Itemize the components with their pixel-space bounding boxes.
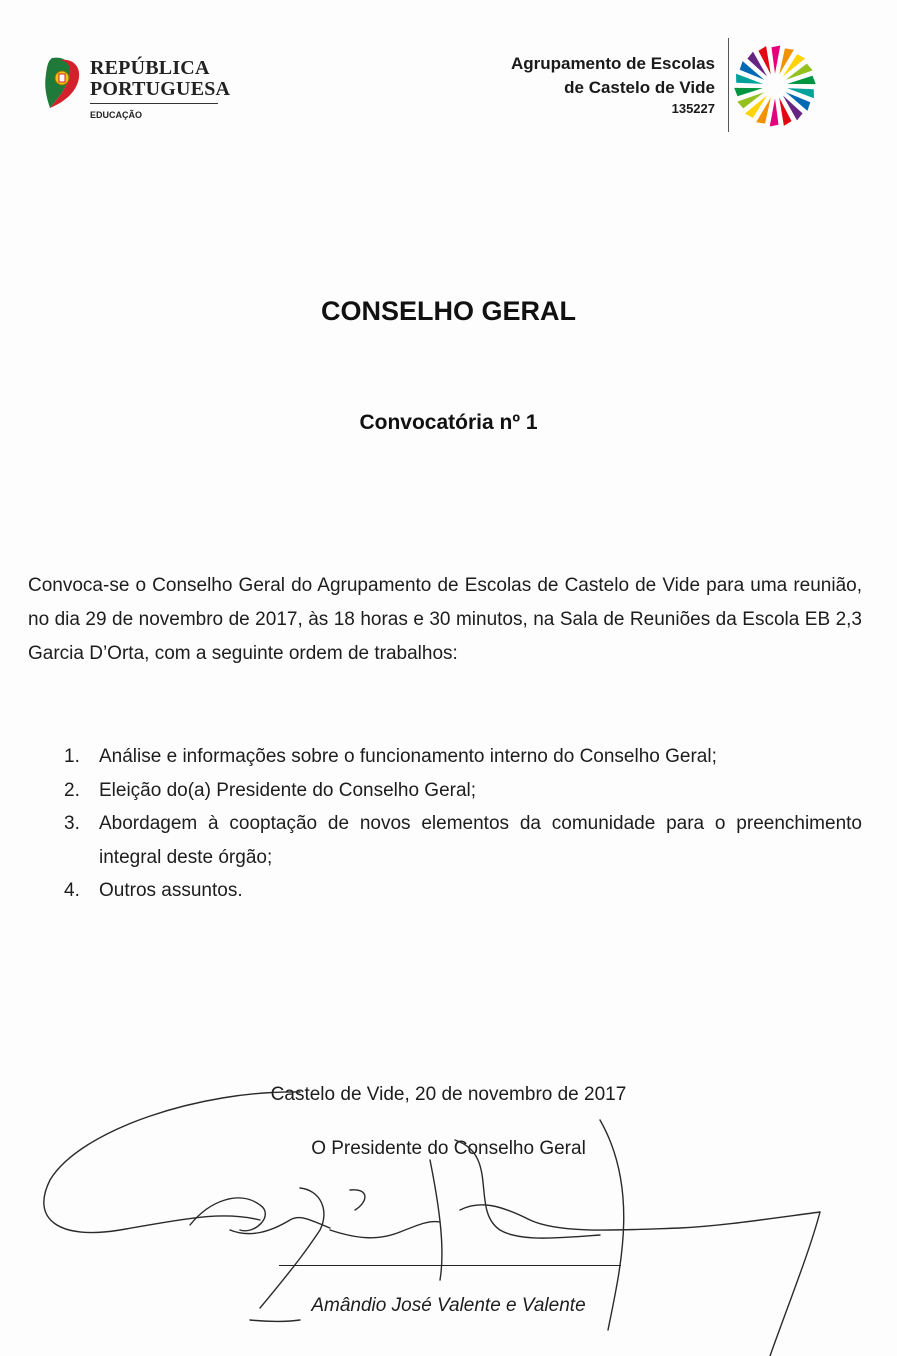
ae-school-code: 135227 <box>671 101 715 116</box>
ae-line2: de Castelo de Vide <box>564 78 715 97</box>
rp-line1: REPÚBLICA <box>90 57 210 79</box>
list-text: Abordagem à cooptação de novos elementos da comunidade para o preenchimento integral deste órgão; <box>99 813 862 868</box>
rp-divider <box>90 103 218 104</box>
list-text: Análise e informações sobre o funcionamento interno do Conselho Geral; <box>99 746 717 767</box>
logo-petal <box>771 46 780 74</box>
list-item <box>60 774 862 808</box>
list-text: Outros assuntos. <box>99 880 243 901</box>
republica-portuguesa-text <box>90 58 230 100</box>
list-number: 1. <box>64 746 80 767</box>
rp-educacao-label: EDUCAÇÃO <box>90 110 143 120</box>
list-number: 2. <box>64 779 80 801</box>
list-number: 4. <box>64 880 80 901</box>
ae-line1: Agrupamento de Escolas <box>510 54 715 73</box>
document-title: CONSELHO GERAL <box>320 296 576 326</box>
flower-logo-icon <box>731 42 819 130</box>
republica-portuguesa-logo <box>42 54 242 134</box>
portuguese-flag-icon <box>42 56 82 110</box>
list-item <box>60 740 862 774</box>
agrupamento-text <box>511 52 715 118</box>
document-subtitle: Convocatória nº 1 <box>359 411 538 434</box>
signature-line <box>279 1265 621 1266</box>
place-date: Castelo de Vide, 20 de novembro de 2017 <box>270 1084 627 1105</box>
signer-role: O Presidente do Conselho Geral <box>311 1138 586 1159</box>
list-item <box>60 807 862 874</box>
ae-divider <box>728 38 729 132</box>
list-number: 3. <box>64 813 80 834</box>
signer-name: Amândio José Valente e Valente <box>311 1295 586 1316</box>
list-item <box>60 874 862 908</box>
logo-petal <box>770 98 779 126</box>
list-text: Eleição do(a) Presidente do Conselho Geral; <box>99 779 477 801</box>
agrupamento-logo <box>479 38 859 138</box>
convocation-paragraph: Convoca-se o Conselho Geral do Agrupamento de Escolas de Castelo de Vide para uma reunião, no dia 29 de novembro de 2017, às 18 horas e 30 minutos, na Sala de Reuniões da Escola EB 2,3 Garcia D’Orta, com a seguinte ordem de trabalhos: <box>28 575 862 664</box>
agenda-list <box>60 740 862 908</box>
rp-line2: PORTUGUESA <box>90 78 231 100</box>
